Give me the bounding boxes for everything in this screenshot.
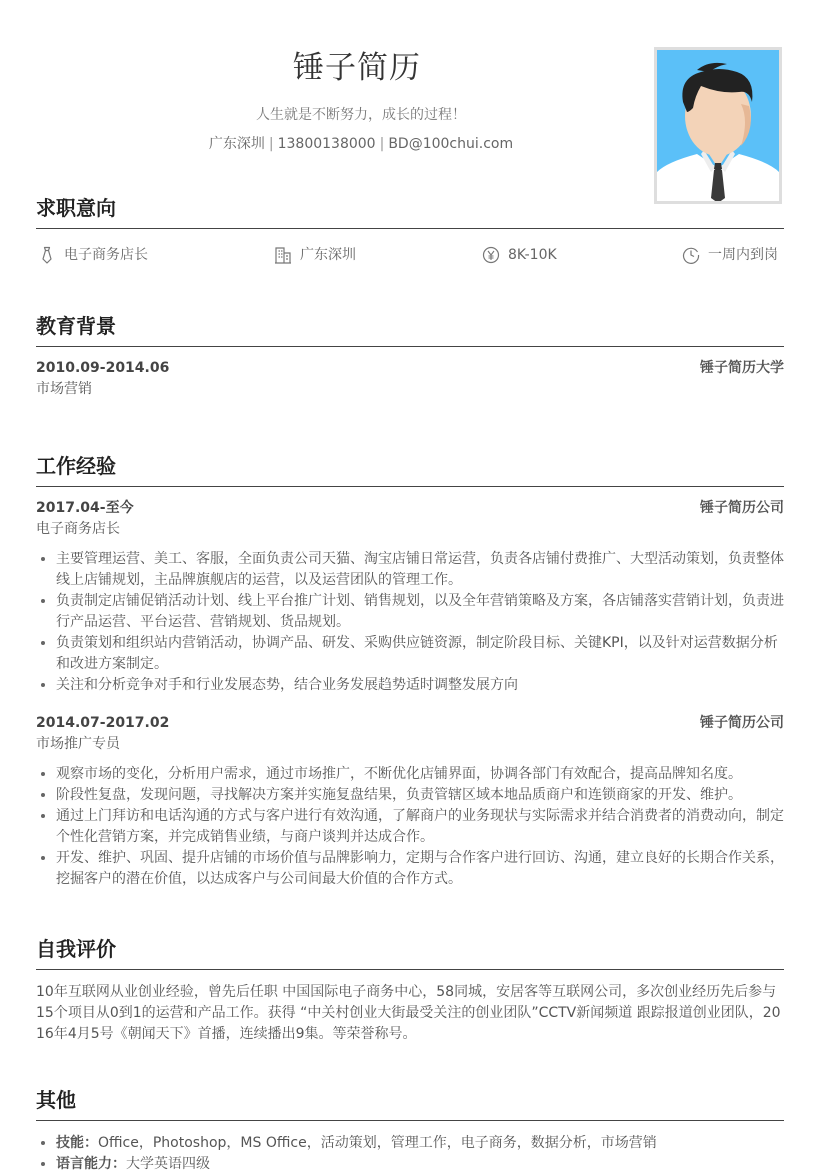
section-title: 工作经验	[36, 452, 784, 487]
avatar	[657, 50, 779, 201]
other-list	[36, 1133, 784, 1175]
language-label: 语言能力：	[56, 1156, 126, 1172]
intent-position-text: 电子商务店长	[64, 247, 148, 263]
intent-city-text: 广东深圳	[300, 247, 356, 263]
list-item: • 主要管理运营、美工、客服，全面负责公司天猫、淘宝店铺日常运营，负责各店铺付费推广、大型活动策划，负责整体线上店铺规划，主品牌旗舰店的运营，以及运营团队的管理工作。	[56, 549, 784, 591]
tie-icon	[38, 246, 56, 264]
section-title: 自我评价	[36, 935, 784, 970]
list-item: • 通过上门拜访和电话沟通的方式与客户进行有效沟通，了解商户的业务现状与实际需求并结合消费者的消费动向，制定个性化营销方案，并完成销售业绩，与商户谈判并达成合作。	[56, 806, 784, 848]
list-item	[56, 1133, 784, 1154]
building-icon	[274, 246, 292, 264]
self-evaluation-section	[36, 935, 784, 1045]
list-item: • 负责策划和组织站内营销活动，协调产品、研发、采购供应链资源，制定阶段目标、关键KPI，以及针对运营数据分析和改进方案制定。	[56, 633, 784, 675]
work-company: 锤子简历公司	[700, 715, 784, 731]
contact-separator: |	[379, 136, 385, 152]
intent-availability	[682, 245, 778, 265]
skills-text: Office，Photoshop，MS Office，活动策划，管理工作，电子商务，数据分析，市场营销	[98, 1135, 657, 1151]
language-text: 大学英语四级	[126, 1156, 210, 1172]
list-item: • 阶段性复盘，发现问题，寻找解决方案并实施复盘结果，负责管辖区域本地品质商户和连锁商家的开发、维护。	[56, 785, 784, 806]
skills-label: 技能：	[56, 1135, 98, 1151]
intent-position	[38, 245, 148, 265]
work-role: 电子商务店长	[36, 521, 120, 537]
contact-email: BD@100chui.com	[388, 136, 514, 152]
education-date: 2010.09-2014.06	[36, 360, 170, 376]
work-duties	[36, 549, 784, 696]
work-section	[36, 452, 784, 890]
list-item: • 观察市场的变化，分析用户需求，通过市场推广，不断优化店铺界面，协调各部门有效配合，提高品牌知名度。	[56, 764, 784, 785]
work-date: 2017.04-至今	[36, 500, 134, 516]
list-item: • 负责制定店铺促销活动计划、线上平台推广计划、销售规划，以及全年营销策略及方案，各店铺落实营销计划，负责进行产品运营、平台运营、营销规划、货品规划。	[56, 591, 784, 633]
work-entry-head	[36, 712, 784, 734]
education-entry-head	[36, 357, 784, 379]
contact-location: 广东深圳	[208, 136, 265, 152]
other-section	[36, 1086, 784, 1175]
work-role: 市场推广专员	[36, 736, 120, 752]
work-entry-head	[36, 497, 784, 519]
contact-line	[36, 134, 686, 154]
resume-name: 锤子简历	[293, 50, 421, 86]
yen-icon	[482, 246, 500, 264]
resume-header	[36, 48, 686, 154]
intent-salary-text: 8K-10K	[508, 247, 557, 263]
intent-city	[274, 245, 356, 265]
list-item: • 开发、维护、巩固、提升店铺的市场价值与品牌影响力，定期与合作客户进行回访、沟通，建立良好的长期合作关系，挖掘客户的潜在价值，以达成客户与公司间最大价值的合作方式。	[56, 848, 784, 890]
work-duties	[36, 764, 784, 890]
work-date: 2014.07-2017.02	[36, 715, 170, 731]
resume-motto: 人生就是不断努力，成长的过程！	[256, 107, 466, 123]
education-school: 锤子简历大学	[700, 360, 784, 376]
clock-icon	[682, 246, 700, 264]
intent-salary	[482, 245, 557, 265]
section-title: 其他	[36, 1086, 784, 1121]
self-evaluation-text: 10年互联网从业创业经验，曾先后任职 中国国际电子商务中心，58同城，安居客等互联网公司，多次创业经历先后参与15个项目从0到1的运营和产品工作。获得 “中关村创业大街最受关注的创业团队”CCTV新闻频道 跟踪报道创业团队，2016年4月5号《朝闻天下》首播，连续播出9集。等荣誉称号。	[36, 984, 781, 1042]
contact-phone: 13800138000	[277, 136, 376, 152]
intent-availability-text: 一周内到岗	[708, 247, 778, 263]
list-item	[56, 1154, 784, 1175]
job-intent-section	[36, 194, 784, 281]
section-title: 教育背景	[36, 312, 784, 347]
intent-row	[36, 229, 784, 281]
section-title: 求职意向	[36, 194, 784, 229]
work-company: 锤子简历公司	[700, 500, 784, 516]
education-section	[36, 312, 784, 399]
education-major: 市场营销	[36, 381, 92, 397]
profile-photo	[654, 47, 782, 204]
contact-separator: |	[268, 136, 274, 152]
list-item: • 关注和分析竞争对手和行业发展态势，结合业务发展趋势适时调整发展方向	[56, 675, 784, 696]
